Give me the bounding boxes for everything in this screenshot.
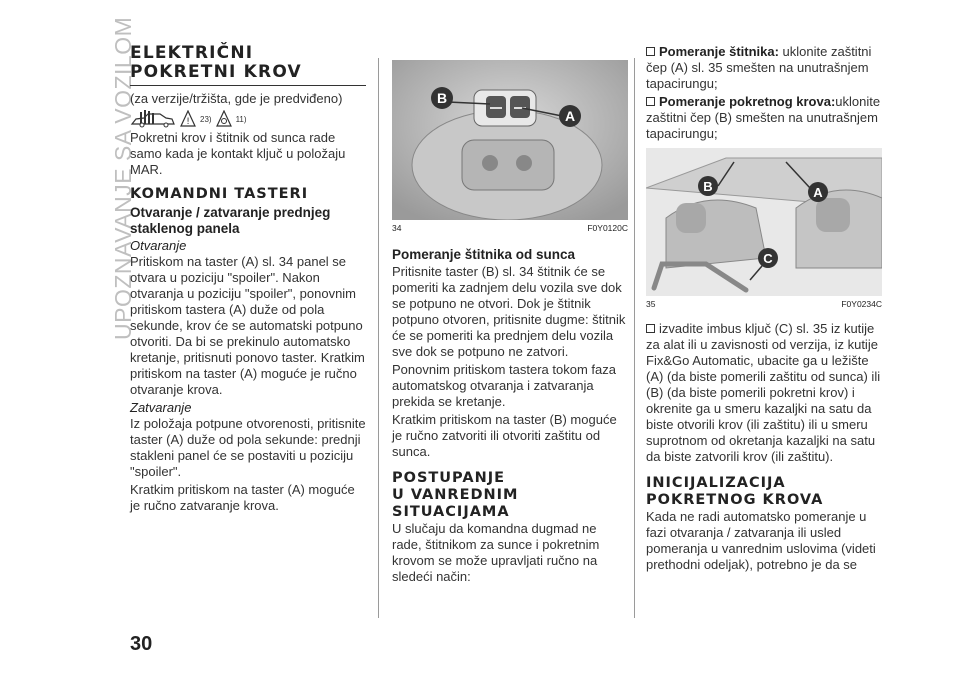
item-bold: Pomeranje štitnika: — [659, 44, 779, 59]
column-divider — [634, 58, 635, 618]
svg-text:!: ! — [186, 117, 190, 127]
paragraph: Iz položaja potpune otvorenosti, pritisnite taster (A) duže od pola sekunde: prednji stakleni panel će se postaviti u poziciju "spoiler". — [130, 416, 366, 479]
item-text: uklonite zaštitni čep (A) sl. 35 smešten na unutrašnjem tapacirungu; — [646, 44, 872, 91]
figure-number: 35 — [646, 299, 656, 309]
section-heading: KOMANDNI TASTERI — [130, 186, 309, 202]
figure-caption — [392, 223, 628, 235]
figure-number: 34 — [392, 223, 402, 233]
figure-34 — [392, 60, 628, 220]
heading-line: POSTUPANJE — [392, 470, 506, 486]
paragraph: Pritisnite taster (B) sl. 34 štitnik će se pomeriti ka zadnjem delu vozila sve dok se potpuno ne otvori. Dok je štitnik potpuno otvoren, pritisnite dugme: štitnik će se pomeriti ka prednjem delu vozila sve dok se potpuno ne zatvori. — [392, 264, 626, 359]
caution-icon — [216, 110, 232, 128]
checkbox-bullet-icon — [646, 97, 655, 106]
warning-hand-icon — [180, 110, 196, 128]
list-item — [646, 44, 882, 92]
item-text: izvadite imbus ključ (C) sl. 35 iz kutije za alat ili u zavisnosti od verzija, iz kutije Fix&Go Automatic, ubacite ga u ležište (A) (da biste pomerili zaštitu od sunca) ili (B) (da biste pomerili pokretni krov) i okrenite ga u smeru kazaljki na satu da biste otvorili krov (ili zaštitu) ili u smeru suprotnom od okretanja kazaljki na satu da biste zatvorili krov (ili zaštitu). — [646, 321, 881, 464]
label-b: B — [436, 90, 448, 106]
warning-references — [130, 109, 366, 129]
list-item — [646, 94, 882, 142]
reference-number: 23) — [200, 114, 212, 124]
item-bold: Pomeranje pokretnog krova: — [659, 94, 836, 109]
roof-console-illustration — [392, 60, 628, 220]
section-title — [130, 44, 366, 86]
figure-code: F0Y0234C — [841, 299, 882, 309]
side-chapter-title: UPOZNAVANJE SA VOZILOM — [110, 16, 136, 340]
paragraph: Kratkim pritiskom na taster (A) moguće je ručno zatvaranje krova. — [130, 482, 355, 513]
subsection-heading: Pomeranje štitnika od sunca — [392, 247, 576, 262]
figure-code: F0Y0120C — [587, 223, 628, 233]
version-note: (za verzije/tržišta, gde je predviđeno) — [130, 91, 343, 106]
subsection-heading: Otvaranje / zatvaranje prednjeg staklenog panela — [130, 205, 331, 236]
figure-35 — [646, 148, 882, 296]
heading-line: SITUACIJAMA — [392, 504, 510, 520]
item-text: uklonite zaštitni čep (B) smešten na unutrašnjem tapacirungu; — [646, 94, 881, 141]
list-item — [646, 321, 882, 465]
label-a: A — [564, 108, 576, 124]
checkbox-bullet-icon — [646, 47, 655, 56]
heading-line: U VANREDNIM — [392, 487, 519, 503]
label-b: B — [703, 179, 713, 194]
intro-paragraph: Pokretni krov i štitnik od sunca rade samo kada je kontakt ključ u položaju MAR. — [130, 130, 346, 177]
car-model-icon — [130, 110, 176, 128]
figure-caption — [646, 299, 882, 311]
page-number: 30 — [130, 633, 153, 655]
heading-line: INICIJALIZACIJA — [646, 475, 786, 491]
label-close: Zatvaranje — [130, 400, 192, 415]
label-c: C — [763, 251, 773, 266]
label-a: A — [813, 185, 823, 200]
paragraph: Kada ne radi automatsko pomeranje u fazi otvaranja / zatvaranja ili usled pomeranja u vanrednim uslovima (videti prethodni odeljak), potrebno je da se — [646, 509, 876, 572]
section-heading — [392, 470, 628, 521]
heading-line: POKRETNOG KROVA — [646, 492, 824, 508]
label-open: Otvaranje — [130, 238, 187, 253]
paragraph: U slučaju da komandna dugmad ne rade, štitnikom za sunce i pokretnim krovom se može upravljati ručno na sledeći način: — [392, 521, 600, 584]
column-right — [646, 44, 882, 575]
title-line: POKRETNI KROV — [130, 62, 302, 82]
column-divider — [378, 58, 379, 618]
interior-roof-illustration — [646, 148, 882, 296]
reference-number: 11) — [235, 114, 247, 124]
column-middle — [392, 44, 628, 587]
paragraph: Pritiskom na taster (A) sl. 34 panel se otvara u poziciju "spoiler". Nakon otvaranja u poziciju "spoiler", ponovnim pritiskom tastera (A) duže od pola sekunde, krov će se automatski potpuno otvoriti. Da bi se prekinulo automatsko kretanje, pritisnuti ponovo taster. Kratkim pritiskom na taster (A) moguće je ručno otvaranje krova. — [130, 254, 365, 397]
column-left — [130, 44, 366, 516]
section-heading — [646, 475, 882, 509]
paragraph: Ponovnim pritiskom tastera tokom faza automatskog otvaranja i zatvaranja prekida se kretanje. — [392, 362, 616, 409]
paragraph: Kratkim pritiskom na taster (B) moguće je ručno zatvoriti ili otvoriti zaštitu od sunca. — [392, 412, 617, 459]
checkbox-bullet-icon — [646, 324, 655, 333]
title-line: ELEKTRIČNI — [130, 43, 254, 63]
